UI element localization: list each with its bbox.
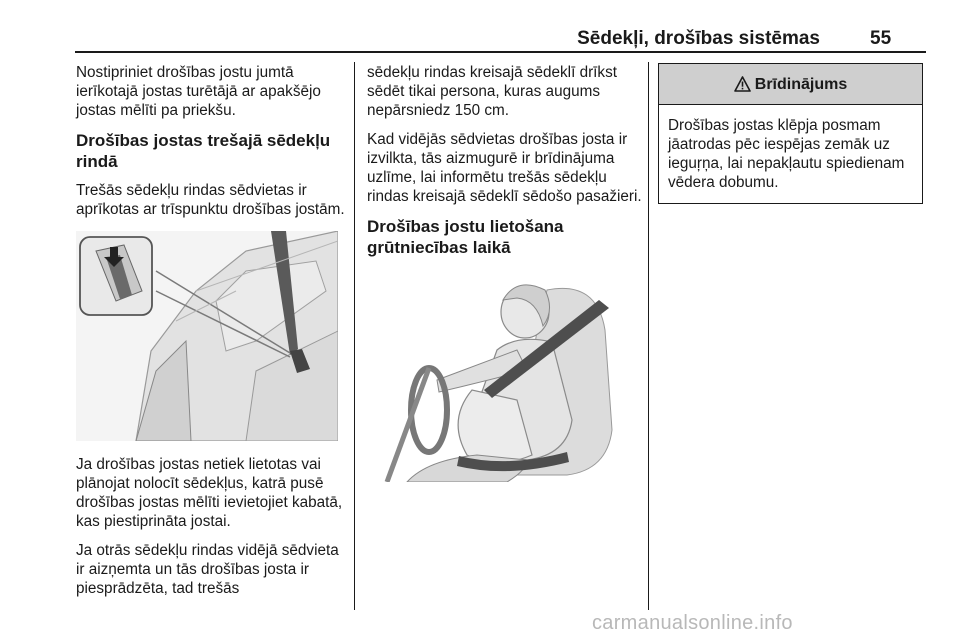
- paragraph: Ja drošības jostas netiek lietotas vai plānojat nolocīt sēdekļus, katrā pusē drošības jostas mēlīti ievietojiet kabatā, kas piestiprināta jostai.: [76, 456, 343, 530]
- third-row-seatbelt-illustration: [76, 231, 338, 441]
- section-heading-pregnancy: Drošības jostu lietošana grūtniecības laikā: [367, 217, 564, 257]
- column-2: [367, 63, 642, 496]
- watermark: carmanualsonline.info: [592, 612, 793, 634]
- header-divider: [75, 51, 926, 53]
- page-number: 55: [870, 28, 892, 49]
- pregnant-driver-illustration: [367, 270, 632, 482]
- column-1: [76, 63, 346, 608]
- paragraph: Kad vidējās sēdvietas drošības josta ir izvilkta, tās aizmugurē ir brīdinājuma uzlīme, lai informētu trešās sēdekļu rindas kreisajā sēdeklī sēdošo pasažieri.: [367, 131, 642, 205]
- paragraph: Trešās sēdekļu rindas sēdvietas ir aprīkotas ar trīspunktu drošības jostām.: [76, 182, 345, 218]
- paragraph: sēdekļu rindas kreisajā sēdeklī drīkst sēdēt tikai persona, kuras augums nepārsniedz 150 cm.: [367, 64, 617, 119]
- column-divider: [648, 62, 649, 610]
- paragraph: Ja otrās sēdekļu rindas vidējā sēdvieta ir aizņemta un tās drošības josta ir piesprādzēta, tad trešās: [76, 542, 339, 597]
- warning-text: Drošības jostas klēpja posmam jāatrodas pēc iespējas zemāk uz ieguŗņa, lai nepakļautu spiedienam vēdera dobumu.: [668, 117, 905, 191]
- column-3: [658, 63, 923, 204]
- warning-triangle-icon: [734, 76, 751, 92]
- page-header-title: Sēdekļi, drošības sistēmas: [577, 28, 820, 49]
- column-divider: [354, 62, 355, 610]
- section-heading-third-row: Drošības jostas trešajā sēdekļu rindā: [76, 131, 331, 171]
- warning-box: [658, 63, 923, 204]
- warning-header: [659, 64, 922, 105]
- warning-title: Brīdinājums: [754, 75, 848, 93]
- intro-paragraph: Nostipriniet drošības jostu jumtā ierīkotajā jostas turētājā ar apakšējo jostas mēlīti pa priekšu.: [76, 64, 321, 119]
